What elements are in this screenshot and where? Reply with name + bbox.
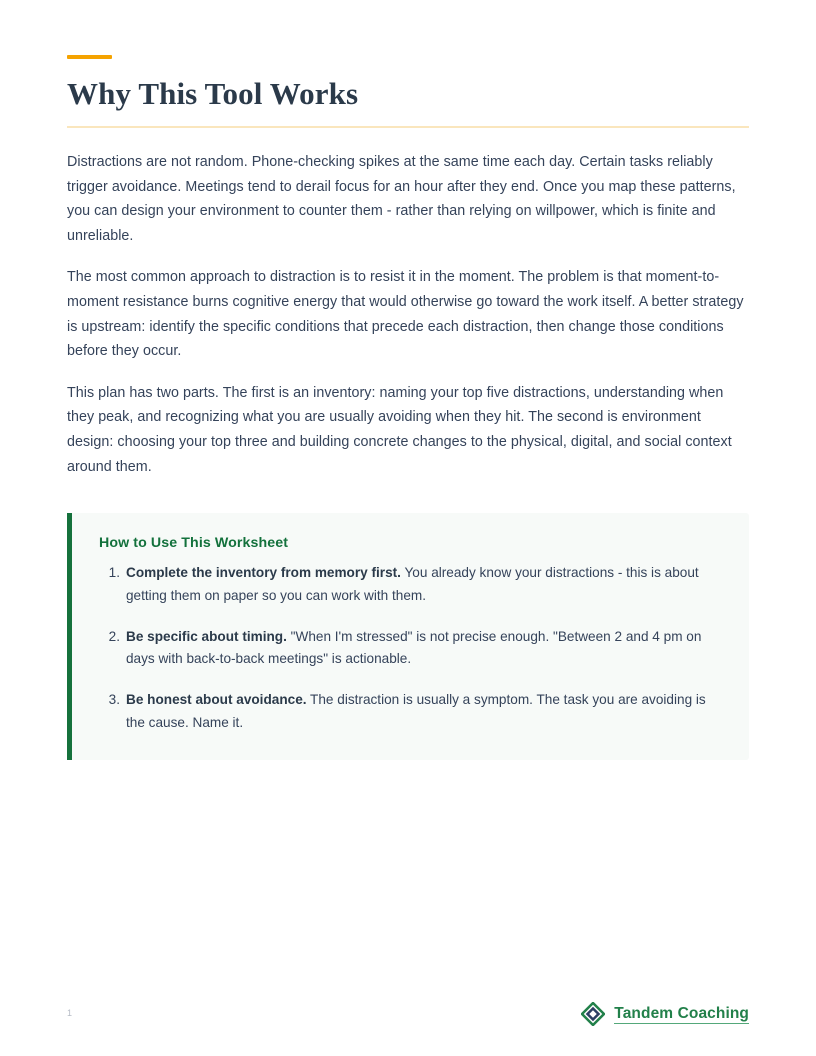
body-paragraph-3: This plan has two parts. The first is an inventory: naming your top five distractions, understanding when they peak, and recognizing what you are usually avoiding when they hit. The second is environment design: choosing your top three and building concrete changes to the physical, digital, and social context around them. <box>67 384 732 475</box>
body-paragraph-2: The most common approach to distraction is to resist it in the moment. The problem is that moment-to-moment resistance burns cognitive energy that would otherwise go toward the work itself. A better strategy is upstream: identify the specific conditions that precede each distraction, then change those conditions before they occur. <box>67 269 744 360</box>
list-item-lead: Be specific about timing. <box>126 628 287 644</box>
list-item <box>99 626 723 671</box>
title-accent-bar <box>67 55 112 59</box>
callout-instruction-list <box>99 562 723 734</box>
page-footer <box>0 1000 816 1044</box>
title-divider <box>67 126 749 128</box>
page-content <box>67 55 749 760</box>
list-item <box>99 689 723 734</box>
page-title: Why This Tool Works <box>67 76 359 111</box>
brand-name: Tandem Coaching <box>614 1004 749 1022</box>
list-item-marker: 1. <box>108 565 120 581</box>
callout-title: How to Use This Worksheet <box>99 535 289 552</box>
list-item-text: "When I'm stressed" is not precise enough. "Between 2 and 4 pm on days with back-to-back meetings" is actionable. <box>126 628 702 667</box>
list-item-text: The distraction is usually a symptom. The task you are avoiding is the cause. Name it. <box>126 691 706 730</box>
how-to-use-callout <box>67 513 749 760</box>
page-number: 1 <box>67 1008 73 1018</box>
list-item <box>99 562 723 607</box>
brand-logo <box>581 1002 749 1026</box>
list-item-marker: 2. <box>108 628 120 644</box>
list-item-lead: Complete the inventory from memory first. <box>126 565 401 581</box>
body-paragraph-1: Distractions are not random. Phone-checking spikes at the same time each day. Certain tasks reliably trigger avoidance. Meetings tend to derail focus for an hour after they end. Once you map these patterns, you can design your environment to counter them - rather than relying on willpower, which is finite and unreliable. <box>67 154 736 244</box>
list-item-lead: Be honest about avoidance. <box>126 691 307 707</box>
list-item-text: You already know your distractions - this is about getting them on paper so you can work with them. <box>126 565 699 603</box>
list-item-marker: 3. <box>108 691 120 707</box>
diamond-logo-icon <box>581 1002 605 1026</box>
body-copy <box>67 150 749 479</box>
